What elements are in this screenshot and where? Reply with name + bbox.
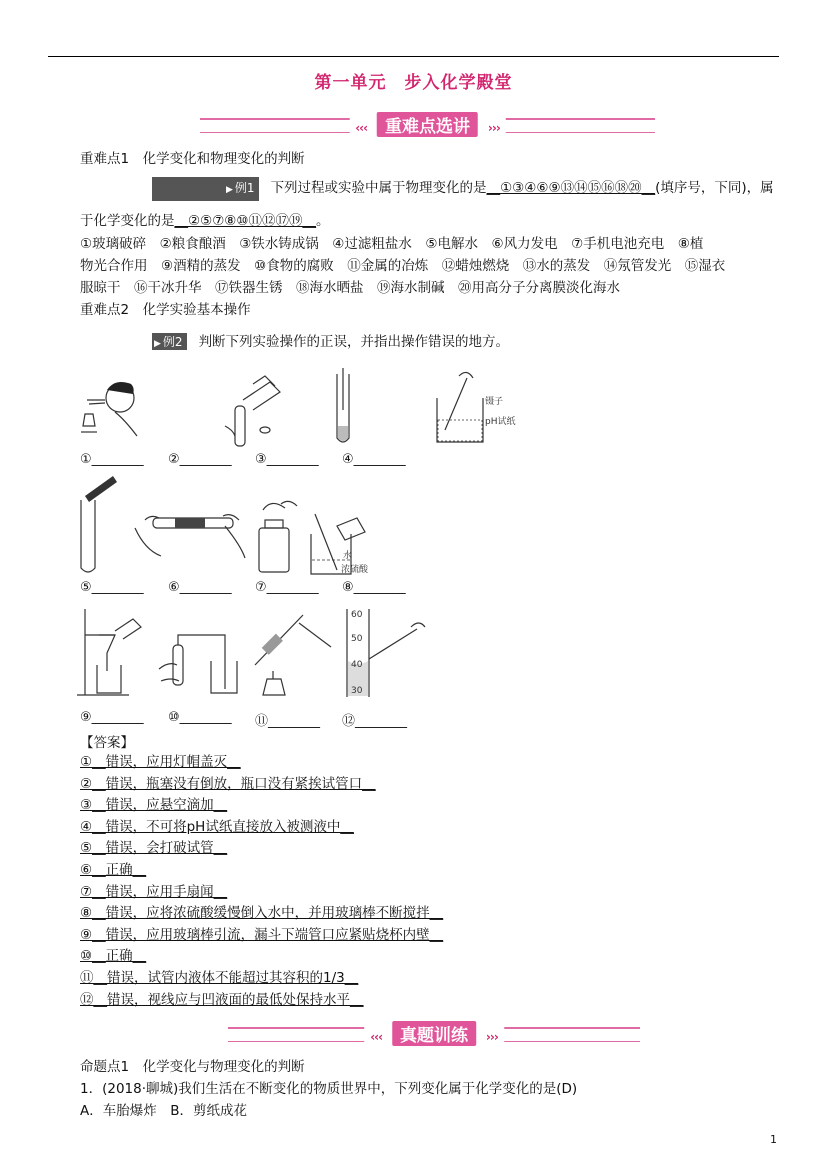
blank-12: ⑫________ — [342, 714, 408, 729]
answer-10: ⑩__正确__ — [80, 948, 147, 965]
page-number: 1 — [770, 1133, 777, 1146]
scale-30: 30 — [351, 686, 363, 696]
section-banner-practice — [228, 1022, 640, 1044]
blank-9: ⑨________ — [80, 710, 144, 725]
acid-label: 浓硫酸 — [341, 565, 369, 575]
header-rule — [48, 56, 779, 57]
section-banner-key-points — [200, 113, 655, 135]
water-label: 水 — [343, 551, 353, 561]
blank-10: ⑩________ — [168, 710, 232, 725]
answer-3: ③__错误，应悬空滴加__ — [80, 797, 228, 814]
figure-blow-out-lamp — [81, 382, 137, 436]
ph-paper-label: pH试纸 — [485, 417, 516, 427]
blank-11: ⑪________ — [255, 714, 321, 729]
example1-items-line2: 物光合作用 ⑨酒精的蒸发 ⑩食物的腐败 ⑪金属的冶炼 ⑫蜡烛燃烧 ⑬水的蒸发 ⑭氖管发光 ⑮湿衣 — [80, 258, 726, 274]
kp2-heading: 重难点2 化学实验基本操作 — [80, 302, 251, 318]
blank-6: ⑥________ — [168, 580, 232, 595]
answer-11: ⑪__错误，试管内液体不能超过其容积的1/3__ — [80, 969, 359, 986]
tweezers-label: 镊子 — [485, 397, 504, 407]
answer-4: ④__错误，不可将pH试纸直接放入被测液中__ — [80, 818, 354, 835]
experiment-figures-row1 — [75, 370, 516, 450]
blank-5: ⑤________ — [80, 580, 144, 595]
blank-2: ②________ — [168, 452, 232, 467]
page-title: 第一单元 步入化学殿堂 — [314, 73, 513, 93]
answer-physical: __①③④⑥⑨⑬⑭⑮⑯⑱⑳__ — [486, 180, 656, 196]
answer-8: ⑧__错误，应将浓硫酸缓慢倒入水中，并用玻璃棒不断搅拌__ — [80, 905, 444, 922]
banner2-arrows-left: ‹‹‹ — [370, 1030, 383, 1044]
practice-heading: 命题点1 化学变化与物理变化的判断 — [80, 1059, 305, 1075]
answer-2: ②__错误，瓶塞没有倒放，瓶口没有紧挨试管口__ — [80, 775, 376, 792]
figure-check-airtightness — [159, 635, 237, 693]
figure-dropper — [337, 368, 349, 442]
banner-arrows-right: ››› — [487, 121, 500, 135]
banner-label: 重难点选讲 — [377, 112, 478, 137]
scale-40: 40 — [351, 660, 363, 670]
answer-1: ①__错误，应用灯帽盖灭__ — [80, 754, 241, 770]
answer-5: ⑤__错误，会打破试管__ — [80, 840, 228, 857]
blank-4: ④________ — [342, 452, 406, 467]
example2-badge: ▶ 例2 — [152, 333, 187, 350]
example1-question-line2: 于化学变化的是__②⑤⑦⑧⑩⑪⑫⑰⑲__。 — [80, 213, 330, 229]
example2-question: ▶ 例2 判断下列实验操作的正误，并指出操作错误的地方。 — [154, 334, 510, 350]
figure-read-cylinder — [347, 609, 425, 697]
figure-ph-paper — [437, 372, 515, 442]
answers-list — [80, 752, 443, 1011]
blank-1: ①________ — [80, 452, 144, 467]
figure-dilute-acid — [311, 514, 369, 575]
answers-heading: 【答案】 — [80, 735, 134, 751]
experiment-figures-row2 — [75, 470, 435, 578]
figure-heat-liquid — [255, 615, 331, 695]
practice-question-1-options: A．车胎爆炸 B．剪纸成花 — [80, 1103, 247, 1119]
blank-3: ③________ — [255, 452, 319, 467]
banner2-label: 真题训练 — [392, 1021, 476, 1046]
example1-badge: ▶ 例1 — [152, 177, 259, 201]
blank-8: ⑧________ — [342, 580, 406, 595]
figure-filtration — [77, 609, 141, 695]
blank-7: ⑦________ — [255, 580, 319, 595]
answer-12: ⑫__错误，视线应与凹液面的最低处保持水平__ — [80, 991, 364, 1008]
answer-9: ⑨__错误，应用玻璃棒引流，漏斗下端管口应紧贴烧杯内壁__ — [80, 926, 444, 943]
experiment-figures-row3 — [75, 605, 435, 705]
answer-chemical: __②⑤⑦⑧⑩⑪⑫⑰⑲__ — [174, 213, 317, 229]
answer-7: ⑦__错误，应用手扇闻__ — [80, 883, 228, 900]
scale-60: 60 — [351, 610, 363, 620]
answer-6: ⑥__正确__ — [80, 861, 147, 878]
figure-hands-test-tube — [135, 515, 245, 558]
practice-question-1: 1．(2018·聊城)我们生活在不断变化的物质世界中，下列变化属于化学变化的是(D) — [80, 1081, 578, 1097]
example1-question: ▶ 例1 下列过程或实验中属于物理变化的是__①③④⑥⑨⑬⑭⑮⑯⑱⑳__(填序号，下同)，属 — [80, 177, 780, 201]
banner-arrows-left: ‹‹‹ — [355, 121, 368, 135]
figure-test-tube-solid — [81, 476, 117, 572]
figure-smell-gas — [259, 501, 297, 572]
figure-pour-liquid — [225, 376, 280, 446]
kp1-heading: 重难点1 化学变化和物理变化的判断 — [80, 151, 305, 167]
example1-items-line1: ①玻璃破碎 ②粮食酿酒 ③铁水铸成锅 ④过滤粗盐水 ⑤电解水 ⑥风力发电 ⑦手机电池充电 ⑧植 — [80, 236, 704, 252]
banner2-arrows-right: ››› — [485, 1030, 498, 1044]
scale-50: 50 — [351, 634, 363, 644]
example1-items-line3: 服晾干 ⑯干冰升华 ⑰铁器生锈 ⑱海水晒盐 ⑲海水制碱 ⑳用高分子分离膜淡化海水 — [80, 280, 620, 296]
